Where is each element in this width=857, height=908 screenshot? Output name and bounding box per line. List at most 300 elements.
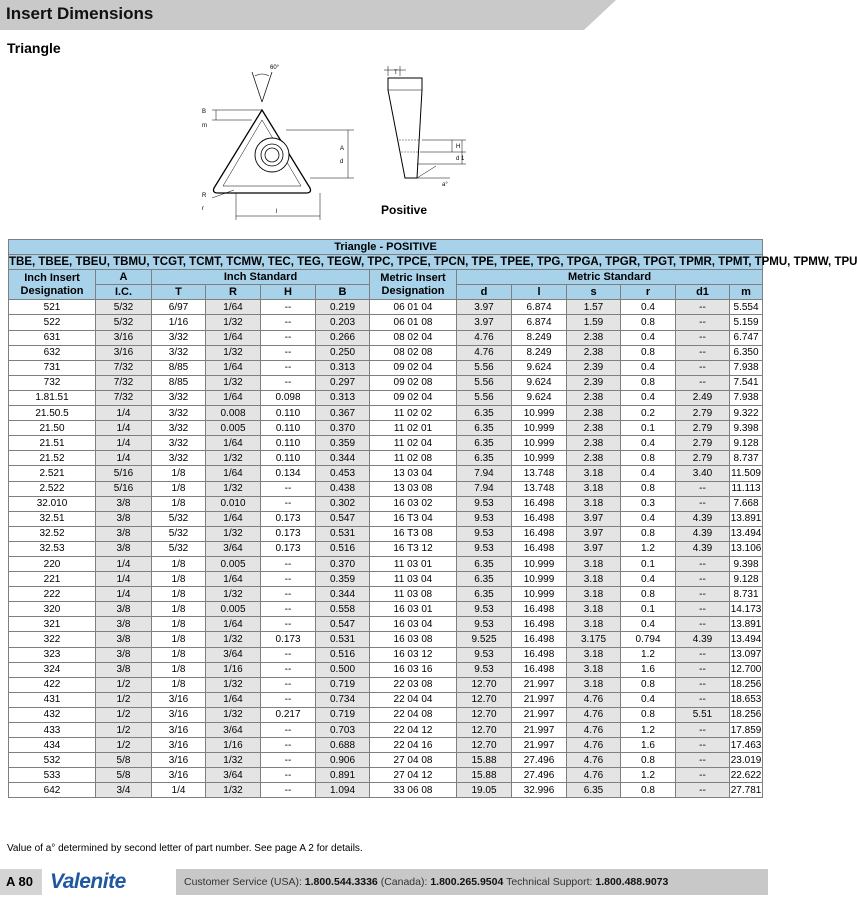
table-cell: 21.997 (512, 707, 567, 722)
table-cell: 3/32 (152, 390, 206, 405)
table-cell: -- (261, 647, 316, 662)
table-cell: 6.35 (457, 436, 512, 451)
table-cell: 9.128 (730, 436, 763, 451)
table-cell: 15.88 (457, 753, 512, 768)
table-cell: 8.249 (512, 345, 567, 360)
table-row (9, 481, 763, 496)
table-row (9, 707, 763, 722)
table-cell: 3/8 (96, 511, 152, 526)
table-cell: 1/16 (206, 738, 261, 753)
table-cell: 0.794 (621, 632, 676, 647)
table-cell: 731 (9, 360, 96, 375)
table-cell: 2.79 (676, 421, 730, 436)
table-cell: 0.370 (316, 421, 370, 436)
table-cell: 1.094 (316, 783, 370, 798)
table-cell: 0.719 (316, 677, 370, 692)
table-cell: 433 (9, 723, 96, 738)
table-cell: 11.509 (730, 466, 763, 481)
table-cell: 3/64 (206, 647, 261, 662)
table-cell: 0.367 (316, 406, 370, 421)
page-title: Insert Dimensions (6, 4, 154, 23)
table-cell: 06 01 08 (370, 315, 457, 330)
table-cell: -- (676, 723, 730, 738)
dim-label-l: l (276, 209, 278, 215)
table-cell: 9.624 (512, 390, 567, 405)
table-cell: -- (676, 345, 730, 360)
table-cell: 22.622 (730, 768, 763, 783)
table-cell: 16.498 (512, 647, 567, 662)
table-row (9, 632, 763, 647)
table-row (9, 556, 763, 571)
table-row (9, 647, 763, 662)
table-cell: 12.70 (457, 677, 512, 692)
table-cell: 1/64 (206, 300, 261, 315)
table-cell: 5.56 (457, 360, 512, 375)
table-cell: 0.217 (261, 707, 316, 722)
table-cell: 21.997 (512, 692, 567, 707)
table-cell: 1/4 (96, 436, 152, 451)
contact-bar (176, 869, 768, 895)
table-cell: 6.35 (457, 451, 512, 466)
table-cell: 16.498 (512, 632, 567, 647)
table-cell: -- (676, 496, 730, 511)
table-cell: -- (676, 783, 730, 798)
table-cell: 13.891 (730, 511, 763, 526)
header-m: m (730, 285, 763, 300)
dim-label-r: r (202, 206, 204, 212)
table-cell: -- (676, 330, 730, 345)
table-cell: -- (676, 587, 730, 602)
dim-label-d: d (340, 159, 344, 165)
table-cell: 1/8 (152, 587, 206, 602)
header-a: A (96, 270, 152, 285)
table-cell: 12.70 (457, 723, 512, 738)
table-cell: 3/32 (152, 451, 206, 466)
table-cell: -- (676, 602, 730, 617)
table-row (9, 345, 763, 360)
table-cell: -- (676, 738, 730, 753)
table-cell: 4.39 (676, 526, 730, 541)
table-cell: 0.344 (316, 451, 370, 466)
table-cell: 321 (9, 617, 96, 632)
designation-list: TBE, TBEE, TBEU, TBMU, TCGT, TCMT, TCMW, TEC, TEG, TEGW, TPC, TPCE, TPCN, TPE, TPEE, TPG, TPGA, TPGR, TPGT, TPMR, TPMT, TPMU, TPMW, TPU (9, 255, 763, 270)
table-cell: 0.453 (316, 466, 370, 481)
table-cell: 1/8 (152, 677, 206, 692)
table-cell: 17.859 (730, 723, 763, 738)
table-cell: 0.098 (261, 390, 316, 405)
table-cell: 16 03 08 (370, 632, 457, 647)
table-cell: 0.8 (621, 315, 676, 330)
table-cell: 1/64 (206, 330, 261, 345)
table-cell: 16.498 (512, 541, 567, 556)
table-cell: 0.1 (621, 556, 676, 571)
table-row (9, 677, 763, 692)
table-cell: 16.498 (512, 526, 567, 541)
table-cell: 0.558 (316, 602, 370, 617)
table-cell: 2.521 (9, 466, 96, 481)
table-cell: 5/32 (152, 526, 206, 541)
table-cell: 8.737 (730, 451, 763, 466)
table-cell: 3/16 (152, 738, 206, 753)
table-cell: 2.79 (676, 451, 730, 466)
table-cell: 2.38 (567, 406, 621, 421)
table-cell: 32.010 (9, 496, 96, 511)
table-cell: 3/8 (96, 526, 152, 541)
table-cell: 0.359 (316, 572, 370, 587)
table-title: Triangle - POSITIVE (9, 240, 763, 255)
table-body (9, 300, 763, 798)
table-cell: 0.531 (316, 526, 370, 541)
table-cell: 522 (9, 315, 96, 330)
table-cell: -- (261, 572, 316, 587)
table-cell: 0.516 (316, 647, 370, 662)
table-cell: 22 04 16 (370, 738, 457, 753)
table-cell: 0.297 (316, 375, 370, 390)
table-cell: 6.747 (730, 330, 763, 345)
table-cell: 0.005 (206, 602, 261, 617)
table-cell: 08 02 08 (370, 345, 457, 360)
table-cell: 3.18 (567, 602, 621, 617)
table-cell: 8.249 (512, 330, 567, 345)
table-cell: 2.39 (567, 375, 621, 390)
table-cell: 13.891 (730, 617, 763, 632)
table-cell: 1/2 (96, 738, 152, 753)
table-cell: 11.113 (730, 481, 763, 496)
table-cell: 2.522 (9, 481, 96, 496)
table-cell: -- (261, 617, 316, 632)
table-cell: 1.59 (567, 315, 621, 330)
header-band (0, 0, 768, 30)
table-cell: -- (676, 662, 730, 677)
table-cell: -- (676, 677, 730, 692)
table-cell: 1/8 (152, 602, 206, 617)
table-cell: 7.94 (457, 481, 512, 496)
table-cell: 5.56 (457, 375, 512, 390)
table-cell: 4.76 (567, 723, 621, 738)
table-cell: 16 03 01 (370, 602, 457, 617)
angle-label: 60° (270, 65, 280, 71)
table-cell: 0.173 (261, 511, 316, 526)
table-cell: 1/8 (152, 647, 206, 662)
table-cell: 5/8 (96, 753, 152, 768)
table-cell: 1/4 (96, 421, 152, 436)
table-cell: 32.996 (512, 783, 567, 798)
table-cell: 0.500 (316, 662, 370, 677)
table-cell: 1/4 (152, 783, 206, 798)
table-cell: 21.52 (9, 451, 96, 466)
table-cell: 9.624 (512, 360, 567, 375)
table-row (9, 375, 763, 390)
table-cell: -- (676, 768, 730, 783)
table-cell: 22 04 08 (370, 707, 457, 722)
table-cell: 320 (9, 602, 96, 617)
table-cell: -- (261, 692, 316, 707)
table-cell: 0.1 (621, 602, 676, 617)
table-cell: 1/32 (206, 632, 261, 647)
table-cell: 2.38 (567, 330, 621, 345)
page-footer (0, 869, 768, 895)
table-cell: -- (261, 496, 316, 511)
table-cell: 11 02 08 (370, 451, 457, 466)
table-cell: 5/16 (96, 466, 152, 481)
table-cell: 27 04 08 (370, 753, 457, 768)
table-cell: 9.398 (730, 556, 763, 571)
table-cell: 23.019 (730, 753, 763, 768)
table-cell: 08 02 04 (370, 330, 457, 345)
table-cell: 9.53 (457, 602, 512, 617)
table-cell: 5.56 (457, 390, 512, 405)
table-cell: -- (676, 300, 730, 315)
dim-label-A: A (340, 146, 345, 152)
table-cell: -- (261, 315, 316, 330)
table-cell: 9.53 (457, 496, 512, 511)
table-cell: 11 02 01 (370, 421, 457, 436)
table-cell: 9.398 (730, 421, 763, 436)
table-cell: 0.302 (316, 496, 370, 511)
table-cell: 0.703 (316, 723, 370, 738)
table-cell: 0.313 (316, 360, 370, 375)
table-cell: 0.688 (316, 738, 370, 753)
table-cell: 0.110 (261, 451, 316, 466)
table-cell: 32.53 (9, 541, 96, 556)
table-cell: 3/16 (152, 692, 206, 707)
table-cell: 1/32 (206, 451, 261, 466)
table-cell: 7.938 (730, 360, 763, 375)
side-profile (388, 78, 422, 178)
table-cell: 10.999 (512, 451, 567, 466)
table-cell: 6.35 (457, 587, 512, 602)
table-cell: 0.4 (621, 511, 676, 526)
table-cell: 16.498 (512, 617, 567, 632)
table-cell: 0.203 (316, 315, 370, 330)
table-cell: 0.8 (621, 481, 676, 496)
table-cell: 521 (9, 300, 96, 315)
table-cell: 1/64 (206, 466, 261, 481)
table-cell: 2.38 (567, 345, 621, 360)
table-cell: 642 (9, 783, 96, 798)
table-row (9, 783, 763, 798)
table-cell: 3/32 (152, 421, 206, 436)
table-cell: 1/16 (152, 315, 206, 330)
table-cell: 0.4 (621, 436, 676, 451)
table-cell: -- (261, 768, 316, 783)
table-cell: 5.51 (676, 707, 730, 722)
table-cell: 13.097 (730, 647, 763, 662)
table-cell: 4.39 (676, 541, 730, 556)
header-R: R (206, 285, 261, 300)
table-row (9, 617, 763, 632)
table-cell: 0.8 (621, 783, 676, 798)
table-cell: 0.4 (621, 330, 676, 345)
table-cell: 22 04 12 (370, 723, 457, 738)
table-cell: 3/16 (152, 753, 206, 768)
table-cell: 0.110 (261, 421, 316, 436)
table-cell: 9.53 (457, 541, 512, 556)
table-cell: 0.8 (621, 707, 676, 722)
table-cell: 7/32 (96, 390, 152, 405)
table-cell: 32.52 (9, 526, 96, 541)
table-cell: 16 03 02 (370, 496, 457, 511)
table-cell: 0.719 (316, 707, 370, 722)
table-row (9, 692, 763, 707)
table-cell: 1/4 (96, 406, 152, 421)
table-cell: -- (261, 738, 316, 753)
table-cell: 7.668 (730, 496, 763, 511)
table-cell: 1/8 (152, 556, 206, 571)
table-cell: 32.51 (9, 511, 96, 526)
table-cell: 0.891 (316, 768, 370, 783)
table-cell: 14.173 (730, 602, 763, 617)
table-cell: 0.906 (316, 753, 370, 768)
table-cell: 7.94 (457, 466, 512, 481)
header-r: r (621, 285, 676, 300)
table-cell: 3.175 (567, 632, 621, 647)
header-d: d (457, 285, 512, 300)
tech-support-label: Technical Support: (506, 876, 593, 888)
table-cell: 1/8 (152, 572, 206, 587)
table-cell: 3.97 (567, 511, 621, 526)
table-cell: 19.05 (457, 783, 512, 798)
table-cell: 3/32 (152, 345, 206, 360)
table-cell: 1/16 (206, 662, 261, 677)
dim-label-T: T (394, 70, 398, 76)
header-T: T (152, 285, 206, 300)
brand-logo: Valenite (50, 870, 126, 893)
table-cell: 16.498 (512, 511, 567, 526)
section-title: Triangle (7, 40, 61, 56)
table-cell: 732 (9, 375, 96, 390)
table-cell: 1/64 (206, 511, 261, 526)
table-cell: 4.76 (567, 738, 621, 753)
table-cell: 1/64 (206, 360, 261, 375)
table-row (9, 451, 763, 466)
table-cell: -- (261, 360, 316, 375)
table-row (9, 768, 763, 783)
table-cell: 3.18 (567, 496, 621, 511)
table-cell: 10.999 (512, 436, 567, 451)
table-cell: 0.547 (316, 511, 370, 526)
table-cell: 3.97 (457, 300, 512, 315)
table-cell: 21.51 (9, 436, 96, 451)
table-cell: 11 03 01 (370, 556, 457, 571)
table-cell: 3.18 (567, 466, 621, 481)
table-cell: 12.70 (457, 707, 512, 722)
table-cell: 1/4 (96, 587, 152, 602)
table-cell: 4.76 (567, 692, 621, 707)
table-row (9, 541, 763, 556)
table-cell: 16.498 (512, 662, 567, 677)
table-cell: 5/32 (96, 300, 152, 315)
table-cell: 0.4 (621, 617, 676, 632)
table-cell: 1.6 (621, 662, 676, 677)
table-cell: 1/8 (152, 632, 206, 647)
angle-line-right (262, 72, 272, 102)
table-cell: 3.18 (567, 572, 621, 587)
table-row (9, 406, 763, 421)
table-row (9, 315, 763, 330)
table-cell: 432 (9, 707, 96, 722)
header-l: l (512, 285, 567, 300)
table-cell: 6.350 (730, 345, 763, 360)
table-cell: 16.498 (512, 496, 567, 511)
table-cell: 9.53 (457, 617, 512, 632)
table-cell: 13.106 (730, 541, 763, 556)
table-cell: 3/8 (96, 632, 152, 647)
table-cell: -- (676, 572, 730, 587)
table-cell: 6.35 (457, 556, 512, 571)
table-row (9, 526, 763, 541)
table-row (9, 436, 763, 451)
table-cell: 0.8 (621, 587, 676, 602)
table-cell: 9.53 (457, 526, 512, 541)
table-cell: 3.18 (567, 481, 621, 496)
dim-label-d1: d 1 (456, 156, 465, 162)
table-cell: 5/8 (96, 768, 152, 783)
table-cell: 1/32 (206, 783, 261, 798)
table-cell: 12.70 (457, 692, 512, 707)
table-cell: 631 (9, 330, 96, 345)
table-cell: 4.76 (457, 345, 512, 360)
table-cell: -- (261, 330, 316, 345)
table-cell: 27.496 (512, 753, 567, 768)
table-cell: 1/32 (206, 315, 261, 330)
table-cell: -- (676, 647, 730, 662)
table-cell: 09 02 04 (370, 360, 457, 375)
table-cell: 1/8 (152, 662, 206, 677)
table-cell: 3.18 (567, 556, 621, 571)
table-cell: 6.35 (567, 783, 621, 798)
table-cell: 0.110 (261, 406, 316, 421)
table-cell: 6.35 (457, 421, 512, 436)
table-cell: 1.81.51 (9, 390, 96, 405)
table-cell: -- (261, 662, 316, 677)
table-cell: 16 T3 12 (370, 541, 457, 556)
insert-drawing (190, 60, 490, 225)
table-cell: 5.159 (730, 315, 763, 330)
table-cell: 1.2 (621, 541, 676, 556)
table-cell: 0.005 (206, 421, 261, 436)
table-cell: 0.547 (316, 617, 370, 632)
table-cell: 323 (9, 647, 96, 662)
table-cell: 632 (9, 345, 96, 360)
table-cell: 6.35 (457, 572, 512, 587)
table-cell: -- (676, 556, 730, 571)
table-row (9, 602, 763, 617)
table-cell: 5/32 (152, 511, 206, 526)
table-cell: 1/2 (96, 692, 152, 707)
table-cell: 3.18 (567, 662, 621, 677)
table-cell: 10.999 (512, 572, 567, 587)
table-cell: 11 03 08 (370, 587, 457, 602)
table-cell: 3/16 (152, 723, 206, 738)
table-cell: 10.999 (512, 421, 567, 436)
table-cell: 0.4 (621, 360, 676, 375)
table-cell: 1/32 (206, 345, 261, 360)
table-cell: 3.97 (567, 541, 621, 556)
table-cell: 12.70 (457, 738, 512, 753)
dim-label-m: m (202, 123, 207, 129)
table-cell: 16 03 04 (370, 617, 457, 632)
table-cell: 4.39 (676, 511, 730, 526)
table-cell: 0.359 (316, 436, 370, 451)
table-cell: -- (676, 315, 730, 330)
table-cell: 21.50.5 (9, 406, 96, 421)
table-cell: 2.38 (567, 421, 621, 436)
table-cell: 0.173 (261, 541, 316, 556)
table-cell: 18.256 (730, 707, 763, 722)
header-metric-insert: Metric Insert Designation (370, 270, 457, 300)
canada-phone: 1.800.265.9504 (430, 876, 504, 888)
